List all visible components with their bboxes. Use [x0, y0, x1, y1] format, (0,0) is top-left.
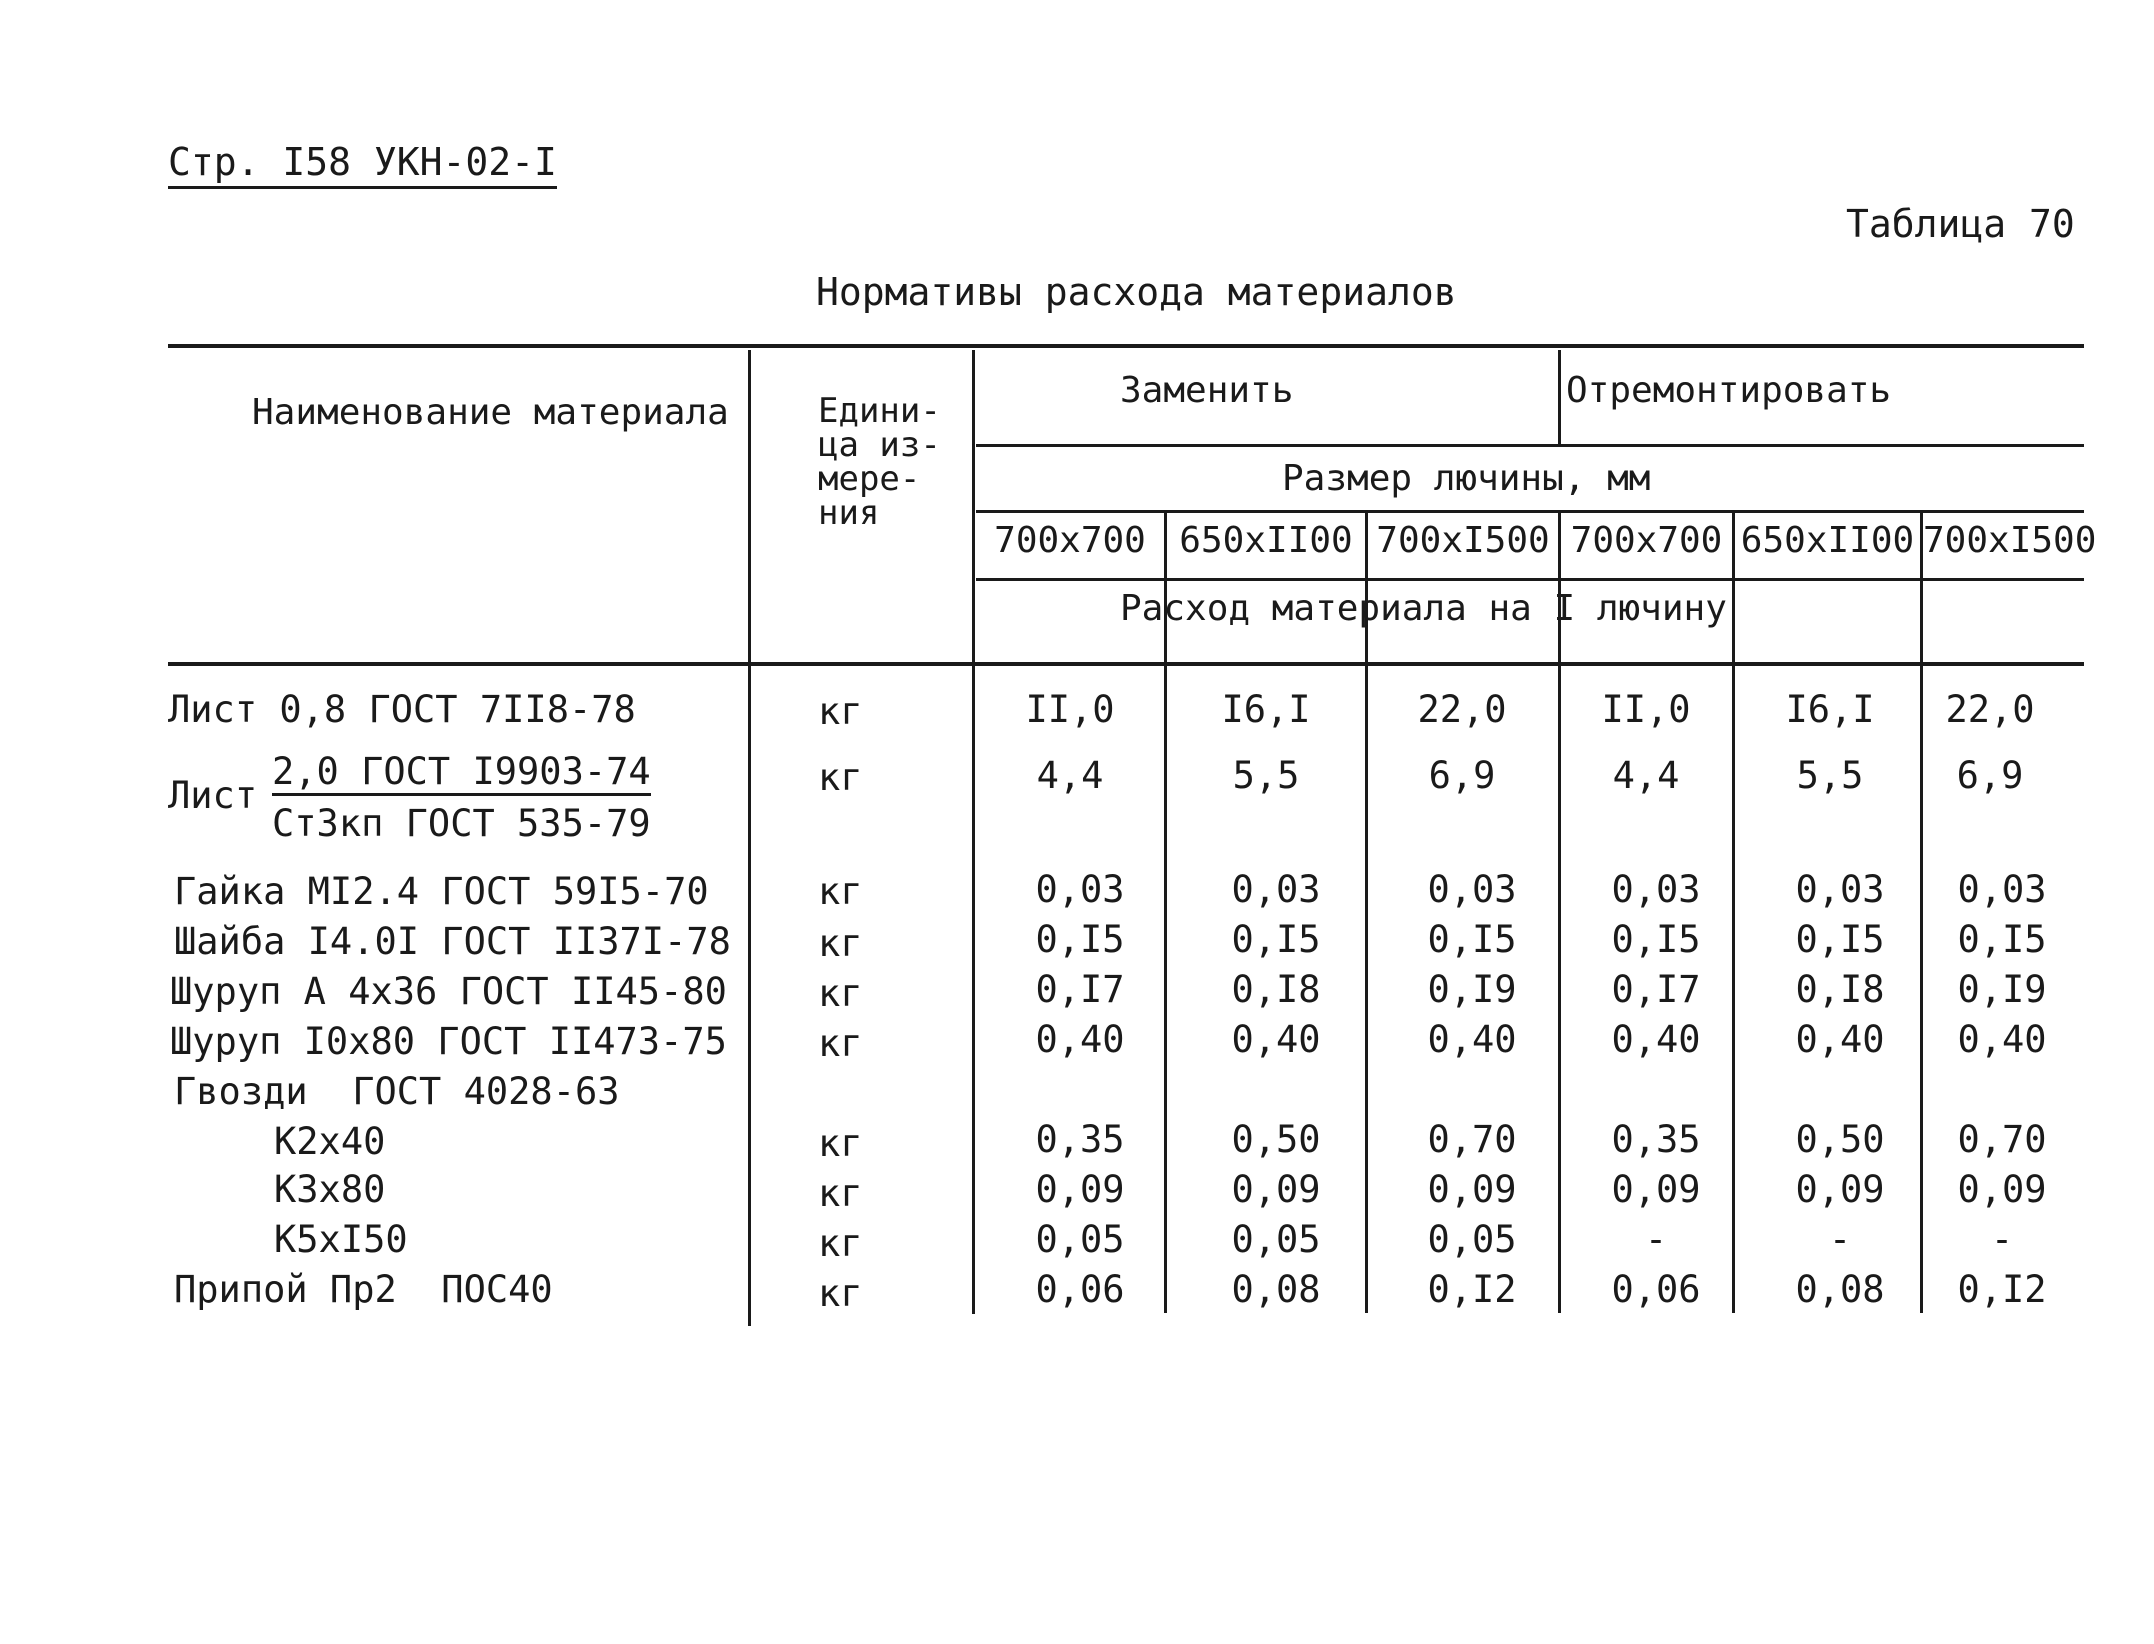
row-value: 0,50	[1231, 1118, 1321, 1161]
row-value: 0,I9	[1427, 968, 1517, 1011]
row-name: Лист 0,8 ГОСТ 7II8-78	[168, 688, 636, 731]
row-unit: кг	[818, 870, 863, 913]
size-col-1: 700х700	[994, 520, 1146, 561]
row-value: 0,70	[1427, 1118, 1517, 1161]
size-col-5: 650хII00	[1740, 520, 1915, 561]
subheader-rule-1	[976, 444, 2084, 447]
row-unit: кг	[818, 1172, 863, 1215]
page-reference: Стр. I58 УКН-02-I	[168, 140, 557, 189]
row-value: 0,I2	[1957, 1268, 2047, 1311]
row-value: -	[1644, 1218, 1668, 1261]
row-value: 0,40	[1957, 1018, 2047, 1061]
row-value: 0,40	[1795, 1018, 1885, 1061]
row-value: 0,05	[1035, 1218, 1125, 1261]
row-value: 0,03	[1611, 868, 1701, 911]
row-name: Гайка МI2.4 ГОСТ 59I5-70	[174, 870, 709, 913]
header-consumption: Расход материала на I лючину	[1120, 588, 1727, 629]
row-value: 0,I7	[1035, 968, 1125, 1011]
size-col-6: 700хI500	[1923, 520, 2097, 561]
row-name-fraction-top: 2,0 ГОСТ I9903-74	[272, 750, 651, 796]
row-value: 0,03	[1427, 868, 1517, 911]
table-number: Таблица 70	[1846, 202, 2075, 246]
row-value: 0,35	[1611, 1118, 1701, 1161]
row-value: 0,I7	[1611, 968, 1701, 1011]
row-value: 0,I5	[1795, 918, 1885, 961]
row-value: -	[1828, 1218, 1852, 1261]
row-value: 0,09	[1035, 1168, 1125, 1211]
row-value: 0,09	[1611, 1168, 1701, 1211]
row-value: 0,03	[1795, 868, 1885, 911]
row-value: 0,I5	[1427, 918, 1517, 961]
row-unit: кг	[818, 1272, 863, 1315]
row-value: 6,9	[1428, 754, 1496, 797]
row-value: 5,5	[1796, 754, 1864, 797]
table-title: Нормативы расхода материалов	[816, 270, 1457, 314]
row-unit: кг	[818, 756, 863, 799]
row-value: 6,9	[1956, 754, 2024, 797]
row-value: 0,I5	[1957, 918, 2047, 961]
row-value: 0,06	[1035, 1268, 1125, 1311]
row-value: 0,09	[1231, 1168, 1321, 1211]
row-value: 0,03	[1035, 868, 1125, 911]
size-col-2: 650хII00	[1179, 520, 1353, 561]
row-unit: кг	[818, 922, 863, 965]
header-replace: Заменить	[1120, 370, 1294, 411]
row-value: 0,I2	[1427, 1268, 1517, 1311]
row-name: К5хI50	[274, 1218, 408, 1261]
row-value: 0,50	[1795, 1118, 1885, 1161]
row-group-name: Гвозди ГОСТ 4028-63	[174, 1070, 620, 1113]
row-value: 0,09	[1427, 1168, 1517, 1211]
row-value: 0,06	[1611, 1268, 1701, 1311]
row-value: 0,05	[1231, 1218, 1321, 1261]
row-value: 0,08	[1795, 1268, 1885, 1311]
size-col-3: 700хI500	[1376, 520, 1550, 561]
row-value: 0,08	[1231, 1268, 1321, 1311]
row-unit: кг	[818, 1022, 863, 1065]
subheader-rule-2	[976, 510, 2084, 513]
row-value: 0,I8	[1795, 968, 1885, 1011]
col-divider-replace-repair	[1558, 350, 1561, 444]
row-value: 0,40	[1231, 1018, 1321, 1061]
row-value: 0,40	[1035, 1018, 1125, 1061]
row-value: 0,I5	[1611, 918, 1701, 961]
header-repair: Отремонтировать	[1566, 370, 1892, 411]
row-value: II,0	[1601, 688, 1691, 731]
row-name-prefix: Лист	[168, 774, 258, 817]
col-divider-unit-values	[972, 350, 975, 1314]
row-unit: кг	[818, 690, 863, 733]
row-name: Шуруп I0х80 ГОСТ II473-75	[170, 1020, 727, 1063]
row-value: 4,4	[1612, 754, 1680, 797]
row-value: 0,09	[1957, 1168, 2047, 1211]
row-unit: кг	[818, 972, 863, 1015]
row-value: 0,03	[1231, 868, 1321, 911]
row-name: Шуруп А 4х36 ГОСТ II45-80	[170, 970, 727, 1013]
row-name: К2х40	[274, 1120, 386, 1163]
row-value: I6,I	[1221, 688, 1311, 731]
row-value: 22,0	[1945, 688, 2035, 731]
row-name: Припой Пр2 ПОС40	[174, 1268, 553, 1311]
row-value: 0,40	[1427, 1018, 1517, 1061]
row-value: 0,35	[1035, 1118, 1125, 1161]
header-material-name: Наименование материала	[252, 392, 729, 433]
row-name: Шайба I4.0I ГОСТ II37I-78	[174, 920, 731, 963]
row-value: 22,0	[1417, 688, 1507, 731]
row-value: 0,03	[1957, 868, 2047, 911]
header-unit: Едини- ца из- мере- ния	[818, 391, 941, 533]
row-value: I6,I	[1785, 688, 1875, 731]
row-value: 0,70	[1957, 1118, 2047, 1161]
col-divider-name-unit	[748, 350, 751, 1326]
size-col-4: 700х700	[1570, 520, 1723, 561]
row-name-fraction-bottom: Ст3кп ГОСТ 535-79	[272, 802, 651, 845]
row-name: К3х80	[274, 1168, 386, 1211]
row-value: -	[1990, 1218, 2014, 1261]
header-size: Размер лючины, мм	[1282, 458, 1651, 499]
row-value: 5,5	[1232, 754, 1300, 797]
row-value: 0,I5	[1231, 918, 1321, 961]
row-value: 0,I5	[1035, 918, 1125, 961]
subheader-rule-3	[976, 578, 2084, 581]
header-bottom-rule	[168, 662, 2084, 666]
row-value: 4,4	[1036, 754, 1104, 797]
table-top-rule	[168, 344, 2084, 348]
row-value: 0,I8	[1231, 968, 1321, 1011]
row-value: 0,05	[1427, 1218, 1517, 1261]
row-value: 0,40	[1611, 1018, 1701, 1061]
row-value: II,0	[1025, 688, 1115, 731]
row-value: 0,I9	[1957, 968, 2047, 1011]
row-unit: кг	[818, 1122, 863, 1165]
row-unit: кг	[818, 1222, 863, 1265]
row-value: 0,09	[1795, 1168, 1885, 1211]
